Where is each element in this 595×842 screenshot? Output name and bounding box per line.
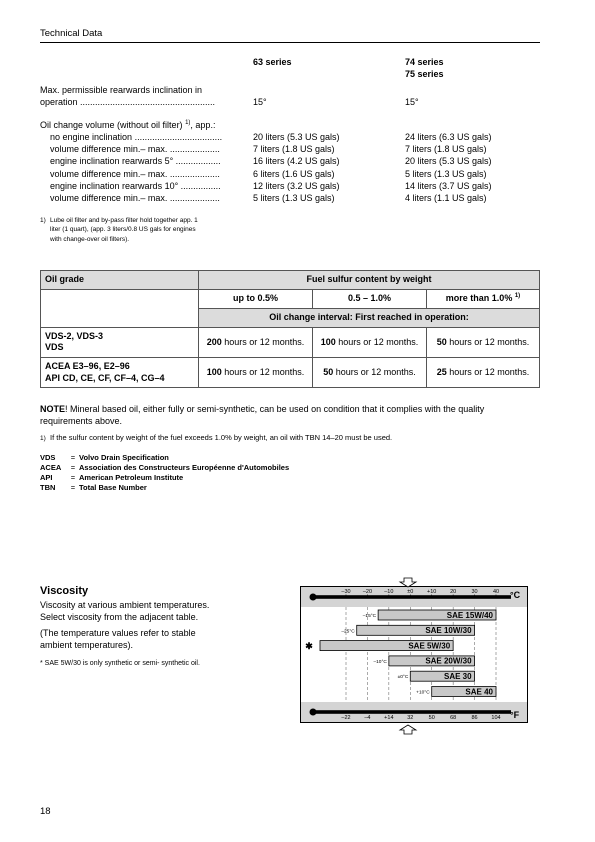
oil-volume-74: 14 liters (3.7 US gals): [405, 180, 492, 191]
fahrenheit-tick-label: 86: [471, 715, 478, 721]
arrow-down-icon: [400, 578, 416, 587]
series-74-heading: 74 series: [405, 57, 444, 67]
interval-cell: 25 hours or 12 months.: [427, 358, 540, 388]
abbreviation-key: VDS: [40, 453, 56, 462]
oil-grade-blank-cell: [41, 289, 199, 327]
oil-volume-74: 5 liters (1.3 US gals): [405, 168, 487, 179]
abbreviation-value: Volvo Drain Specification: [79, 453, 169, 462]
fahrenheit-unit-label: °F: [510, 710, 520, 720]
viscosity-min-temp-label: +10°C: [416, 690, 430, 696]
celsius-tick-label: 40: [492, 589, 500, 595]
oil-volume-74: 20 liters (5.3 US gals): [405, 156, 492, 167]
viscosity-min-temp-label: –25°C: [341, 629, 355, 635]
asterisk-icon: ✱: [305, 641, 313, 652]
abbreviation-item: [40, 483, 289, 493]
footnote-2: If the sulfur content by weight of the fuel exceeds 1.0% by weight, an oil with TBN 14–20 must be used.: [50, 433, 393, 442]
viscosity-min-temp-label: –10°C: [373, 659, 387, 665]
fahrenheit-tick-label: 32: [407, 715, 414, 721]
viscosity-line2: Select viscosity from the adjacent table.: [40, 612, 199, 622]
interval-cell: 50 hours or 12 months.: [313, 358, 427, 388]
interval-cell: 100 hours or 12 months.: [313, 327, 427, 357]
fahrenheit-tick-label: 68: [450, 715, 457, 721]
thermometer-tube: [313, 595, 511, 599]
viscosity-min-temp-label: ±0°C: [397, 675, 409, 681]
abbreviation-item: [40, 453, 289, 463]
viscosity-bar-label: SAE 30: [443, 672, 472, 681]
celsius-tick-label: –10: [384, 589, 394, 595]
oil-volume-63: 6 liters (1.6 US gals): [253, 168, 335, 179]
footnote-1: Lube oil filter and by-pass filter hold together app. 1 liter (1 quart), (app. 3 liters/0.8 US gals for engines with change-over oil filters).: [50, 217, 198, 243]
abbreviation-item: [40, 463, 289, 473]
viscosity-min-temp-label: –15°C: [362, 614, 377, 619]
celsius-tick-label: ±0: [407, 589, 414, 595]
fuel-sulfur-header: Fuel sulfur content by weight: [199, 271, 540, 290]
oil-volume-label: engine inclination rearwards 10° ................: [50, 180, 221, 191]
oil-volume-63: 20 liters (5.3 US gals): [253, 132, 340, 142]
oil-grade-cell: VDS-2, VDS-3 VDS: [41, 327, 199, 357]
arrow-up-icon: [400, 725, 416, 734]
page-number: 18: [40, 806, 51, 817]
abbreviation-list: [40, 453, 289, 494]
table-row: [41, 358, 540, 388]
oil-grade-header: Oil grade: [41, 271, 199, 290]
note-paragraph: NOTE! Mineral based oil, either fully or semi-synthetic, can be used on condition that it complies with the quality requirements above.: [40, 404, 485, 426]
header-rule: [40, 42, 540, 43]
viscosity-bar-label: SAE 10W/30: [425, 626, 472, 636]
viscosity-bar-label: SAE 40: [465, 687, 493, 697]
oil-volume-label: volume difference min.– max. ....................: [50, 144, 220, 155]
oil-volume-74: 24 liters (6.3 US gals): [405, 132, 492, 142]
fahrenheit-tick-label: +14: [384, 715, 394, 721]
equals-sign: =: [70, 453, 76, 462]
viscosity-line4: ambient temperatures).: [40, 640, 134, 650]
sulfur-col-1: up to 0.5%: [199, 289, 313, 308]
abbreviation-value: American Petroleum Institute: [79, 473, 184, 483]
fahrenheit-tick-label: –4: [364, 715, 371, 721]
oil-volume-63: 12 liters (3.2 US gals): [253, 180, 340, 191]
oil-volume-63: 7 liters (1.8 US gals): [253, 144, 335, 155]
oil-volume-74: 4 liters (1.1 US gals): [405, 193, 487, 203]
oil-volume-title: Oil change volume (without oil filter) $^{1)}$, app.:: [40, 120, 216, 130]
interval-cell: 100 hours or 12 months.: [199, 358, 313, 388]
oil-grade-cell: ACEA E3–96, E2–96 API CD, CE, CF, CF–4, CG–4: [41, 358, 199, 388]
oil-volume-74: 7 liters (1.8 US gals): [405, 144, 487, 155]
interval-cell: 50 hours or 12 months.: [427, 327, 540, 357]
oil-volume-63: 5 liters (1.3 US gals): [253, 193, 335, 203]
series-75-heading: 75 series: [405, 69, 444, 79]
viscosity-title: Viscosity: [40, 585, 89, 597]
interval-cell: 200 hours or 12 months.: [199, 327, 313, 357]
viscosity-line1: Viscosity at various ambient temperatures.: [40, 600, 210, 610]
abbreviation-key: TBN: [40, 483, 56, 493]
thermometer-tube: [313, 710, 511, 714]
equals-sign: =: [70, 463, 76, 473]
abbreviation-value: Total Base Number: [79, 483, 147, 493]
viscosity-bar-label: SAE 5W/30: [408, 641, 451, 651]
oil-volume-label: volume difference min.– max. ....................: [50, 193, 220, 203]
celsius-tick-label: +10: [427, 589, 437, 595]
inclination-63: 15°: [253, 97, 267, 107]
oil-volume-label: no engine inclination ...................................: [50, 132, 223, 142]
fahrenheit-tick-label: 104: [491, 715, 501, 721]
celsius-tick-label: –30: [341, 589, 351, 595]
equals-sign: =: [70, 483, 76, 493]
oil-volume-label: engine inclination rearwards 5° ..................: [50, 156, 221, 167]
table-row: [41, 327, 540, 357]
footnote-1-mark: 1): [40, 217, 46, 224]
equals-sign: =: [70, 473, 76, 483]
sulfur-col-2: 0.5 – 1.0%: [313, 289, 427, 308]
viscosity-line3: (The temperature values refer to stable: [40, 628, 196, 638]
oil-volume-63: 16 liters (4.2 US gals): [253, 156, 340, 167]
fahrenheit-tick-label: –22: [341, 715, 351, 721]
viscosity-chart: [300, 576, 528, 736]
oil-volume-label: volume difference min.– max. ....................: [50, 168, 220, 179]
abbreviation-value: Association des Constructeurs Européenne d'Automobiles: [79, 463, 290, 473]
abbreviation-item: [40, 473, 289, 483]
running-header: Technical Data: [40, 28, 103, 39]
celsius-tick-label: 30: [471, 589, 478, 595]
inclination-label-line2: operation ......................................................: [40, 97, 216, 107]
celsius-tick-label: –20: [362, 589, 373, 595]
sulfur-col-3: more than 1.0% $^{1)}$: [427, 289, 540, 308]
abbreviation-key: ACEA: [40, 463, 62, 473]
viscosity-bar-label: SAE 20W/30: [425, 656, 472, 666]
series-63-heading: 63 series: [253, 57, 292, 67]
viscosity-star-note: * SAE 5W/30 is only synthetic or semi- synthetic oil.: [40, 660, 200, 667]
inclination-74: 15°: [405, 97, 419, 107]
inclination-label-line1: Max. permissible rearwards inclination in: [40, 85, 203, 95]
abbreviation-key: API: [40, 473, 53, 483]
oil-change-table: [40, 270, 540, 388]
viscosity-bar-label: SAE 15W/40: [446, 610, 493, 620]
celsius-unit-label: °C: [510, 590, 521, 600]
footnote-2-mark: 1): [40, 435, 46, 442]
celsius-tick-label: 20: [450, 589, 457, 595]
fahrenheit-tick-label: 50: [428, 715, 435, 721]
interval-header: Oil change interval: First reached in operation:: [199, 308, 540, 327]
